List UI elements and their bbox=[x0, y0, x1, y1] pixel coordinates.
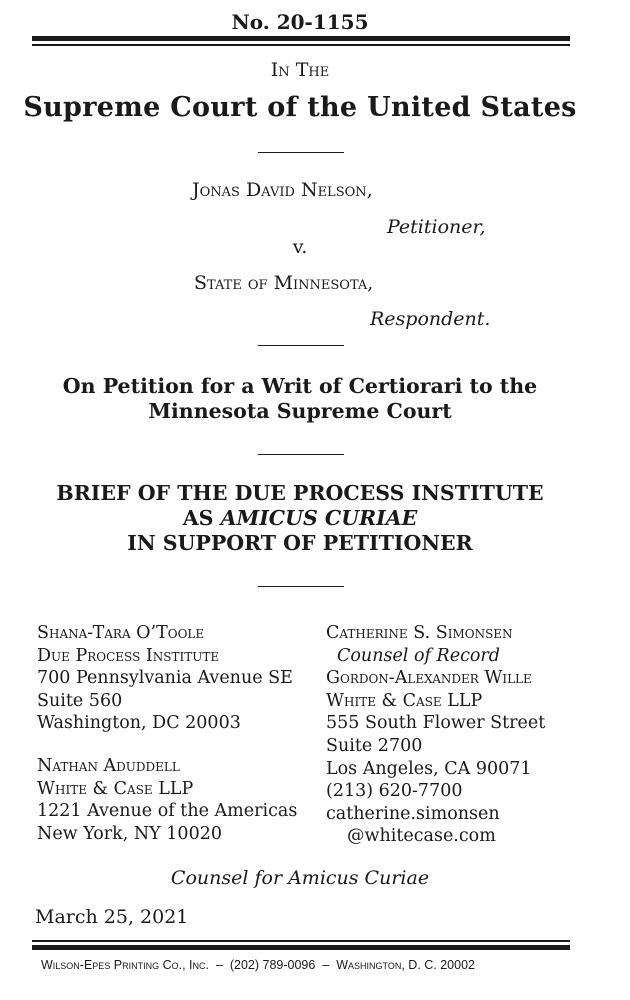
bottom-rule-thick bbox=[32, 945, 570, 950]
counsel-name: Catherine S. Simonsen bbox=[326, 623, 513, 643]
docket-number: No. 20-1155 bbox=[231, 10, 369, 34]
divider-3 bbox=[258, 454, 344, 455]
brief-title-line2 bbox=[0, 506, 600, 530]
printer-name: Wilson-Epes Printing Co., Inc. bbox=[41, 958, 209, 972]
counsel-address: 700 Pennsylvania Avenue SE bbox=[37, 668, 293, 689]
brief-title-line1: BRIEF OF THE DUE PROCESS INSTITUTE bbox=[56, 481, 544, 505]
court-prefix: In The bbox=[270, 59, 330, 81]
counsel-city: New York, NY 10020 bbox=[37, 823, 222, 844]
counsel-org: White & Case LLP bbox=[326, 690, 483, 711]
counsel-email-domain: @whitecase.com bbox=[347, 826, 496, 847]
divider-1 bbox=[258, 152, 344, 153]
filing-date: March 25, 2021 bbox=[35, 906, 189, 928]
footer-sep-1: – bbox=[215, 958, 223, 972]
top-rule-thin bbox=[32, 44, 570, 46]
versus: v. bbox=[292, 236, 308, 258]
petitioner-role: Petitioner, bbox=[387, 216, 486, 238]
counsel-city: Los Angeles, CA 90071 bbox=[326, 758, 532, 779]
petition-title-line2: Minnesota Supreme Court bbox=[148, 399, 452, 423]
court-name: Supreme Court of the United States bbox=[23, 92, 577, 123]
petition-title-line1: On Petition for a Writ of Certiorari to the bbox=[62, 374, 538, 398]
counsel-phone: (213) 620-7700 bbox=[326, 781, 463, 802]
counsel-name-2: Gordon-Alexander Wille bbox=[326, 668, 532, 689]
counsel-left-group2 bbox=[37, 755, 297, 845]
brief-title-amicus: AMICUS CURIAE bbox=[220, 506, 418, 530]
counsel-name: Shana-Tara O’Toole bbox=[37, 623, 205, 643]
brief-title-line3: IN SUPPORT OF PETITIONER bbox=[127, 531, 473, 555]
divider-4 bbox=[258, 586, 344, 587]
counsel-suite: Suite 2700 bbox=[326, 735, 423, 756]
top-rule-thick bbox=[32, 36, 570, 41]
counsel-email-user: catherine.simonsen bbox=[326, 803, 500, 824]
counsel-for: Counsel for Amicus Curiae bbox=[170, 867, 430, 889]
counsel-right bbox=[326, 622, 545, 848]
brief-title-as: AS bbox=[182, 506, 221, 530]
counsel-of-record: Counsel of Record bbox=[337, 645, 500, 666]
divider-2 bbox=[258, 345, 344, 346]
respondent-name: State of Minnesota, bbox=[194, 272, 374, 294]
respondent-role: Respondent. bbox=[370, 308, 491, 330]
counsel-address: 1221 Avenue of the Americas bbox=[37, 801, 298, 822]
bottom-rule-thin bbox=[32, 940, 570, 942]
counsel-org: Due Process Institute bbox=[37, 645, 220, 666]
printer-phone: (202) 789-0096 bbox=[229, 958, 316, 972]
petitioner-name: Jonas David Nelson, bbox=[192, 179, 373, 201]
counsel-name: Nathan Aduddell bbox=[37, 756, 180, 776]
counsel-org: White & Case LLP bbox=[37, 778, 194, 799]
printer-footer bbox=[41, 958, 475, 972]
footer-sep-2: – bbox=[322, 958, 330, 972]
counsel-left-group1 bbox=[37, 622, 293, 735]
printer-location: Washington, D. C. 20002 bbox=[336, 958, 475, 972]
counsel-suite: Suite 560 bbox=[37, 690, 123, 711]
counsel-address: 555 South Flower Street bbox=[326, 713, 546, 734]
counsel-city: Washington, DC 20003 bbox=[37, 713, 241, 734]
